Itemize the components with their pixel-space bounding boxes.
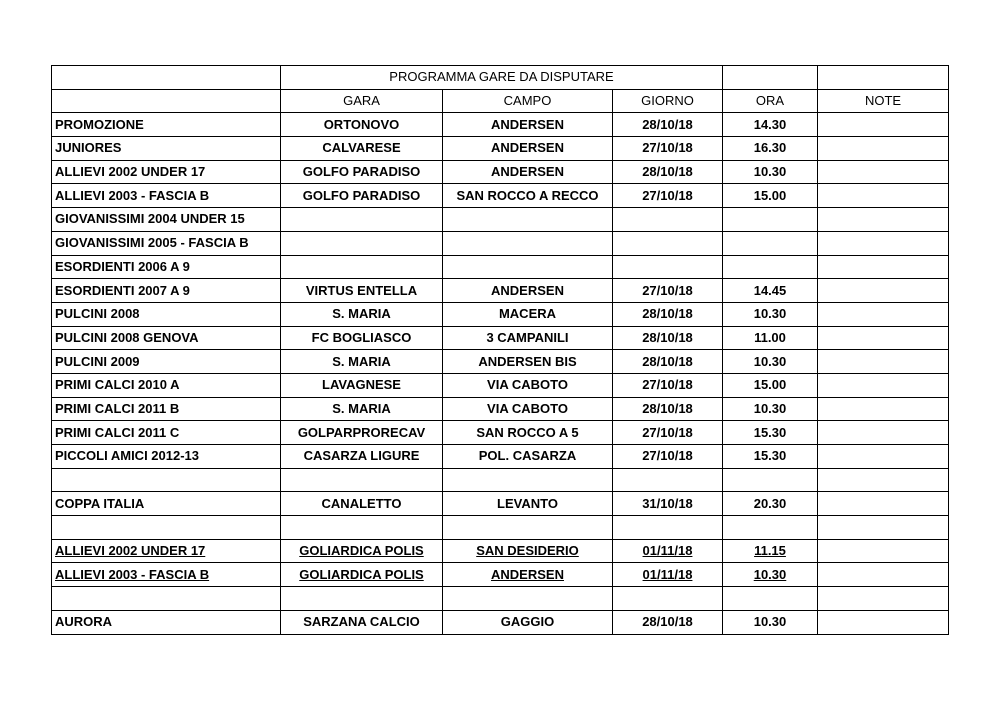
note-cell	[818, 397, 949, 421]
header-row	[52, 89, 949, 113]
campo-cell: LEVANTO	[443, 492, 613, 516]
campo-cell: ANDERSEN	[443, 137, 613, 161]
ora-cell: 14.30	[723, 113, 818, 137]
note-cell	[818, 208, 949, 232]
ora-cell: 11.15	[723, 539, 818, 563]
campo-cell: 3 CAMPANILI	[443, 326, 613, 350]
giorno-cell: 27/10/18	[613, 184, 723, 208]
gara-cell: CASARZA LIGURE	[281, 445, 443, 469]
campo-cell: ANDERSEN	[443, 279, 613, 303]
note-cell	[818, 539, 949, 563]
table-row	[52, 231, 949, 255]
table-row	[52, 113, 949, 137]
campo-cell: GAGGIO	[443, 610, 613, 634]
title-row	[52, 66, 949, 90]
giorno-cell: 27/10/18	[613, 373, 723, 397]
campo-cell: ANDERSEN	[443, 160, 613, 184]
giorno-cell	[613, 208, 723, 232]
giorno-cell	[613, 468, 723, 492]
category-cell: PRIMI CALCI 2011 C	[52, 421, 281, 445]
schedule-table	[51, 65, 949, 635]
category-cell: ALLIEVI 2003 - FASCIA B	[52, 563, 281, 587]
note-cell	[818, 492, 949, 516]
campo-cell: ANDERSEN	[443, 563, 613, 587]
campo-cell: ANDERSEN BIS	[443, 350, 613, 374]
gara-cell	[281, 516, 443, 540]
table-row	[52, 302, 949, 326]
note-cell	[818, 184, 949, 208]
category-cell: ESORDIENTI 2007 A 9	[52, 279, 281, 303]
gara-cell: SARZANA CALCIO	[281, 610, 443, 634]
note-cell	[818, 326, 949, 350]
giorno-cell: 28/10/18	[613, 610, 723, 634]
campo-cell: SAN ROCCO A RECCO	[443, 184, 613, 208]
ora-cell: 15.00	[723, 373, 818, 397]
note-cell	[818, 587, 949, 611]
ora-cell: 16.30	[723, 137, 818, 161]
category-cell: PROMOZIONE	[52, 113, 281, 137]
campo-cell: SAN ROCCO A 5	[443, 421, 613, 445]
note-cell	[818, 610, 949, 634]
giorno-cell: 28/10/18	[613, 350, 723, 374]
campo-cell: VIA CABOTO	[443, 373, 613, 397]
ora-cell: 10.30	[723, 563, 818, 587]
note-cell	[818, 302, 949, 326]
category-cell: PRIMI CALCI 2011 B	[52, 397, 281, 421]
gara-cell: S. MARIA	[281, 350, 443, 374]
ora-cell	[723, 208, 818, 232]
note-cell	[818, 373, 949, 397]
category-cell: PRIMI CALCI 2010 A	[52, 373, 281, 397]
category-cell: PULCINI 2009	[52, 350, 281, 374]
category-cell: ALLIEVI 2003 - FASCIA B	[52, 184, 281, 208]
note-cell	[818, 421, 949, 445]
note-cell	[818, 445, 949, 469]
category-cell	[52, 587, 281, 611]
ora-cell	[723, 231, 818, 255]
table-row	[52, 445, 949, 469]
campo-cell	[443, 468, 613, 492]
gara-cell: S. MARIA	[281, 302, 443, 326]
ora-cell	[723, 587, 818, 611]
ora-cell: 10.30	[723, 397, 818, 421]
table-row	[52, 184, 949, 208]
header-ora: ORA	[723, 89, 818, 113]
campo-cell: SAN DESIDERIO	[443, 539, 613, 563]
category-cell	[52, 468, 281, 492]
document-title: PROGRAMMA GARE DA DISPUTARE	[281, 66, 723, 90]
table-row	[52, 137, 949, 161]
gara-cell	[281, 208, 443, 232]
campo-cell	[443, 255, 613, 279]
giorno-cell	[613, 255, 723, 279]
ora-cell: 10.30	[723, 350, 818, 374]
gara-cell	[281, 255, 443, 279]
gara-cell: S. MARIA	[281, 397, 443, 421]
table-row	[52, 279, 949, 303]
giorno-cell	[613, 516, 723, 540]
giorno-cell	[613, 587, 723, 611]
table-row	[52, 563, 949, 587]
giorno-cell: 28/10/18	[613, 113, 723, 137]
gara-cell: GOLIARDICA POLIS	[281, 539, 443, 563]
note-cell	[818, 160, 949, 184]
campo-cell	[443, 231, 613, 255]
table-row	[52, 587, 949, 611]
table-row	[52, 492, 949, 516]
empty-cell	[52, 66, 281, 90]
category-cell: ALLIEVI 2002 UNDER 17	[52, 539, 281, 563]
table-row	[52, 516, 949, 540]
category-cell: GIOVANISSIMI 2004 UNDER 15	[52, 208, 281, 232]
giorno-cell: 28/10/18	[613, 326, 723, 350]
table-row	[52, 421, 949, 445]
giorno-cell: 27/10/18	[613, 279, 723, 303]
ora-cell: 20.30	[723, 492, 818, 516]
note-cell	[818, 279, 949, 303]
table-row	[52, 326, 949, 350]
category-cell: PULCINI 2008 GENOVA	[52, 326, 281, 350]
gara-cell: ORTONOVO	[281, 113, 443, 137]
empty-cell	[723, 66, 818, 90]
ora-cell: 15.30	[723, 445, 818, 469]
ora-cell: 14.45	[723, 279, 818, 303]
table-row	[52, 610, 949, 634]
category-cell: ALLIEVI 2002 UNDER 17	[52, 160, 281, 184]
giorno-cell: 28/10/18	[613, 397, 723, 421]
giorno-cell: 28/10/18	[613, 160, 723, 184]
campo-cell: VIA CABOTO	[443, 397, 613, 421]
giorno-cell	[613, 231, 723, 255]
gara-cell	[281, 587, 443, 611]
campo-cell	[443, 208, 613, 232]
note-cell	[818, 563, 949, 587]
empty-cell	[52, 89, 281, 113]
ora-cell	[723, 255, 818, 279]
gara-cell: GOLFO PARADISO	[281, 184, 443, 208]
category-cell: AURORA	[52, 610, 281, 634]
gara-cell: FC BOGLIASCO	[281, 326, 443, 350]
category-cell: COPPA ITALIA	[52, 492, 281, 516]
empty-cell	[818, 66, 949, 90]
table-row	[52, 350, 949, 374]
table-row	[52, 255, 949, 279]
category-cell	[52, 516, 281, 540]
table-row	[52, 397, 949, 421]
note-cell	[818, 468, 949, 492]
table-row	[52, 160, 949, 184]
campo-cell: MACERA	[443, 302, 613, 326]
ora-cell: 10.30	[723, 160, 818, 184]
ora-cell: 15.00	[723, 184, 818, 208]
gara-cell: LAVAGNESE	[281, 373, 443, 397]
note-cell	[818, 350, 949, 374]
note-cell	[818, 516, 949, 540]
giorno-cell: 01/11/18	[613, 563, 723, 587]
category-cell: GIOVANISSIMI 2005 - FASCIA B	[52, 231, 281, 255]
gara-cell: GOLIARDICA POLIS	[281, 563, 443, 587]
giorno-cell: 31/10/18	[613, 492, 723, 516]
note-cell	[818, 231, 949, 255]
campo-cell	[443, 516, 613, 540]
campo-cell: ANDERSEN	[443, 113, 613, 137]
table-row	[52, 208, 949, 232]
table-row	[52, 373, 949, 397]
gara-cell: CANALETTO	[281, 492, 443, 516]
gara-cell	[281, 468, 443, 492]
category-cell: JUNIORES	[52, 137, 281, 161]
ora-cell: 11.00	[723, 326, 818, 350]
table-row	[52, 539, 949, 563]
ora-cell: 10.30	[723, 610, 818, 634]
campo-cell: POL. CASARZA	[443, 445, 613, 469]
header-campo: CAMPO	[443, 89, 613, 113]
note-cell	[818, 255, 949, 279]
giorno-cell: 27/10/18	[613, 137, 723, 161]
ora-cell	[723, 468, 818, 492]
gara-cell: GOLPARPRORECAV	[281, 421, 443, 445]
ora-cell: 10.30	[723, 302, 818, 326]
header-note: NOTE	[818, 89, 949, 113]
note-cell	[818, 137, 949, 161]
gara-cell: CALVARESE	[281, 137, 443, 161]
header-gara: GARA	[281, 89, 443, 113]
header-giorno: GIORNO	[613, 89, 723, 113]
category-cell: ESORDIENTI 2006 A 9	[52, 255, 281, 279]
category-cell: PICCOLI AMICI 2012-13	[52, 445, 281, 469]
giorno-cell: 28/10/18	[613, 302, 723, 326]
table-row	[52, 468, 949, 492]
note-cell	[818, 113, 949, 137]
giorno-cell: 01/11/18	[613, 539, 723, 563]
campo-cell	[443, 587, 613, 611]
gara-cell: VIRTUS ENTELLA	[281, 279, 443, 303]
ora-cell: 15.30	[723, 421, 818, 445]
giorno-cell: 27/10/18	[613, 421, 723, 445]
gara-cell: GOLFO PARADISO	[281, 160, 443, 184]
giorno-cell: 27/10/18	[613, 445, 723, 469]
gara-cell	[281, 231, 443, 255]
category-cell: PULCINI 2008	[52, 302, 281, 326]
ora-cell	[723, 516, 818, 540]
